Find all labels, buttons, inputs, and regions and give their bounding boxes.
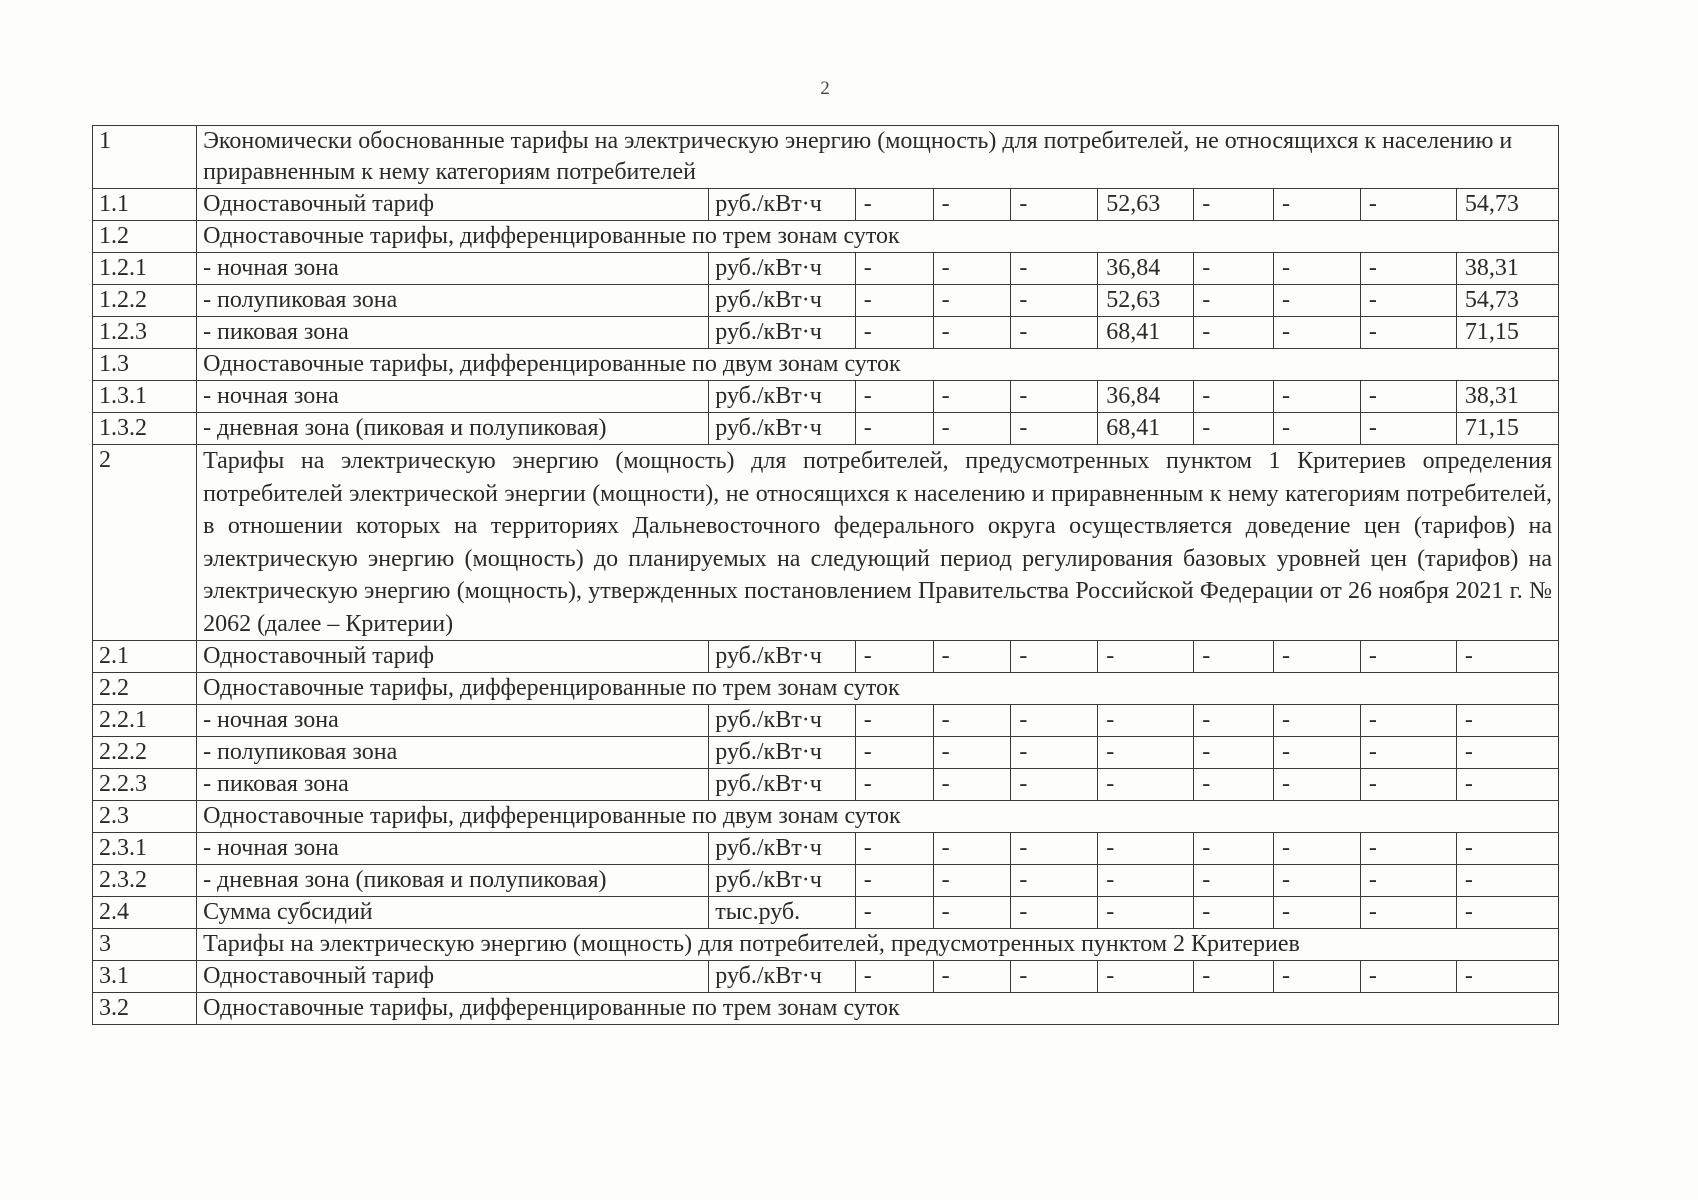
value-cell: - (1274, 769, 1361, 801)
row-number: 1.2.1 (93, 253, 197, 285)
value-cell: - (1098, 641, 1194, 673)
value-cell: - (1456, 961, 1558, 993)
unit-cell: руб./кВт·ч (709, 285, 855, 317)
section-row (93, 126, 1559, 189)
value-cell: - (933, 897, 1011, 929)
row-number: 2.4 (93, 897, 197, 929)
value-cell: - (933, 769, 1011, 801)
value-cell: - (1011, 189, 1098, 221)
section-title: Одноставочные тарифы, дифференцированные по двум зонам суток (197, 349, 1559, 381)
table-row (93, 381, 1559, 413)
value-cell: - (933, 413, 1011, 445)
value-cell: - (855, 381, 933, 413)
value-cell: 38,31 (1456, 253, 1558, 285)
table-row (93, 189, 1559, 221)
row-number: 1.1 (93, 189, 197, 221)
value-cell: - (1194, 285, 1274, 317)
value-cell: - (1011, 961, 1098, 993)
value-cell: - (1360, 737, 1456, 769)
table-row (93, 253, 1559, 285)
value-cell: - (1360, 317, 1456, 349)
value-cell: - (1456, 897, 1558, 929)
unit-cell: руб./кВт·ч (709, 865, 855, 897)
value-cell: - (1194, 737, 1274, 769)
row-name: - ночная зона (197, 833, 709, 865)
value-cell: - (855, 897, 933, 929)
value-cell: - (1456, 705, 1558, 737)
value-cell: - (1011, 865, 1098, 897)
value-cell: - (1360, 865, 1456, 897)
value-cell: - (1194, 833, 1274, 865)
value-cell: - (1194, 253, 1274, 285)
section-row (93, 221, 1559, 253)
value-cell: - (855, 769, 933, 801)
section-title: Одноставочные тарифы, дифференцированные по трем зонам суток (197, 673, 1559, 705)
value-cell: 36,84 (1098, 381, 1194, 413)
value-cell: 54,73 (1456, 285, 1558, 317)
row-number: 2.1 (93, 641, 197, 673)
row-name: - ночная зона (197, 253, 709, 285)
value-cell: - (855, 189, 933, 221)
unit-cell: руб./кВт·ч (709, 413, 855, 445)
value-cell: - (1360, 253, 1456, 285)
section-title: Одноставочные тарифы, дифференцированные по трем зонам суток (197, 993, 1559, 1025)
value-cell: - (1194, 317, 1274, 349)
value-cell: 52,63 (1098, 285, 1194, 317)
value-cell: - (1011, 317, 1098, 349)
value-cell: 36,84 (1098, 253, 1194, 285)
section-row (93, 929, 1559, 961)
row-number: 3.2 (93, 993, 197, 1025)
value-cell: 54,73 (1456, 189, 1558, 221)
value-cell: - (1456, 833, 1558, 865)
value-cell: - (1274, 961, 1361, 993)
value-cell: - (1360, 381, 1456, 413)
row-number: 1.3.1 (93, 381, 197, 413)
unit-cell: руб./кВт·ч (709, 961, 855, 993)
value-cell: - (1274, 897, 1361, 929)
unit-cell: руб./кВт·ч (709, 189, 855, 221)
value-cell: 71,15 (1456, 317, 1558, 349)
table-row (93, 641, 1559, 673)
tariff-body (93, 126, 1559, 1025)
unit-cell: руб./кВт·ч (709, 705, 855, 737)
value-cell: - (933, 641, 1011, 673)
value-cell: - (1194, 705, 1274, 737)
row-number: 2 (93, 445, 197, 641)
value-cell: - (1456, 865, 1558, 897)
value-cell: - (1274, 833, 1361, 865)
value-cell: - (933, 961, 1011, 993)
section-row (93, 673, 1559, 705)
value-cell: - (1456, 769, 1558, 801)
value-cell: - (1011, 381, 1098, 413)
row-number: 2.3.2 (93, 865, 197, 897)
table-row (93, 413, 1559, 445)
value-cell: - (1011, 833, 1098, 865)
value-cell: - (1274, 737, 1361, 769)
row-number: 1.3.2 (93, 413, 197, 445)
row-name: - ночная зона (197, 705, 709, 737)
value-cell: - (855, 317, 933, 349)
row-number: 1.3 (93, 349, 197, 381)
value-cell: - (1194, 961, 1274, 993)
row-name: - ночная зона (197, 381, 709, 413)
table-row (93, 961, 1559, 993)
value-cell: 71,15 (1456, 413, 1558, 445)
value-cell: - (855, 705, 933, 737)
value-cell: - (933, 705, 1011, 737)
table-row (93, 285, 1559, 317)
section-row (93, 349, 1559, 381)
value-cell: - (855, 865, 933, 897)
value-cell: - (1011, 705, 1098, 737)
value-cell: - (1360, 285, 1456, 317)
value-cell: - (1456, 641, 1558, 673)
value-cell: - (933, 317, 1011, 349)
section-title: Одноставочные тарифы, дифференцированные по двум зонам суток (197, 801, 1559, 833)
value-cell: - (855, 641, 933, 673)
row-name: Одноставочный тариф (197, 961, 709, 993)
value-cell: 68,41 (1098, 317, 1194, 349)
section-row (93, 993, 1559, 1025)
row-number: 1.2 (93, 221, 197, 253)
unit-cell: руб./кВт·ч (709, 737, 855, 769)
value-cell: - (933, 285, 1011, 317)
table-row (93, 769, 1559, 801)
value-cell: - (933, 737, 1011, 769)
value-cell: - (1098, 897, 1194, 929)
value-cell: - (1194, 769, 1274, 801)
value-cell: - (933, 253, 1011, 285)
row-number: 2.2.3 (93, 769, 197, 801)
unit-cell: руб./кВт·ч (709, 769, 855, 801)
value-cell: - (1274, 317, 1361, 349)
row-name: Сумма субсидий (197, 897, 709, 929)
row-number: 3 (93, 929, 197, 961)
value-cell: - (855, 253, 933, 285)
row-number: 1 (93, 126, 197, 189)
value-cell: - (1098, 769, 1194, 801)
value-cell: 52,63 (1098, 189, 1194, 221)
unit-cell: руб./кВт·ч (709, 317, 855, 349)
value-cell: - (1194, 189, 1274, 221)
unit-cell: тыс.руб. (709, 897, 855, 929)
section-title: Тарифы на электрическую энергию (мощность) для потребителей, предусмотренных пунктом 2 Критериев (197, 929, 1559, 961)
row-number: 3.1 (93, 961, 197, 993)
value-cell: - (1360, 769, 1456, 801)
section-title: Одноставочные тарифы, дифференцированные по трем зонам суток (197, 221, 1559, 253)
value-cell: - (1098, 833, 1194, 865)
section-title: Экономически обоснованные тарифы на электрическую энергию (мощность) для потребителей, не относящихся к населению и приравненным к нему категориям потребителей (197, 126, 1559, 189)
value-cell: - (1274, 253, 1361, 285)
value-cell: - (1194, 897, 1274, 929)
value-cell: - (1011, 413, 1098, 445)
table-row (93, 737, 1559, 769)
value-cell: - (855, 961, 933, 993)
value-cell: - (1274, 189, 1361, 221)
row-name: Одноставочный тариф (197, 641, 709, 673)
value-cell: - (1098, 865, 1194, 897)
row-name: - полупиковая зона (197, 285, 709, 317)
row-number: 1.2.2 (93, 285, 197, 317)
value-cell: - (933, 833, 1011, 865)
value-cell: - (1098, 737, 1194, 769)
value-cell: - (1194, 381, 1274, 413)
unit-cell: руб./кВт·ч (709, 833, 855, 865)
value-cell: - (1456, 737, 1558, 769)
value-cell: - (1011, 897, 1098, 929)
value-cell: - (1360, 189, 1456, 221)
value-cell: - (1011, 285, 1098, 317)
table-row (93, 317, 1559, 349)
row-number: 2.2 (93, 673, 197, 705)
value-cell: 68,41 (1098, 413, 1194, 445)
value-cell: - (855, 737, 933, 769)
section-row (93, 801, 1559, 833)
value-cell: - (933, 189, 1011, 221)
value-cell: - (1360, 961, 1456, 993)
value-cell: - (1360, 641, 1456, 673)
table-row (93, 833, 1559, 865)
value-cell: - (1011, 253, 1098, 285)
row-number: 2.3.1 (93, 833, 197, 865)
value-cell: - (855, 413, 933, 445)
row-number: 2.2.2 (93, 737, 197, 769)
value-cell: - (1360, 413, 1456, 445)
value-cell: - (1274, 381, 1361, 413)
value-cell: - (1274, 705, 1361, 737)
value-cell: - (933, 865, 1011, 897)
row-number: 2.3 (93, 801, 197, 833)
value-cell: - (1274, 413, 1361, 445)
unit-cell: руб./кВт·ч (709, 381, 855, 413)
value-cell: - (1194, 865, 1274, 897)
row-name: - дневная зона (пиковая и полупиковая) (197, 865, 709, 897)
unit-cell: руб./кВт·ч (709, 641, 855, 673)
value-cell: - (1274, 285, 1361, 317)
value-cell: - (1274, 641, 1361, 673)
row-name: - пиковая зона (197, 769, 709, 801)
row-name: - полупиковая зона (197, 737, 709, 769)
value-cell: - (1360, 833, 1456, 865)
value-cell: - (1011, 769, 1098, 801)
value-cell: - (1098, 705, 1194, 737)
table-row (93, 897, 1559, 929)
row-name: Одноставочный тариф (197, 189, 709, 221)
value-cell: 38,31 (1456, 381, 1558, 413)
value-cell: - (1360, 705, 1456, 737)
table-row (93, 705, 1559, 737)
value-cell: - (1274, 865, 1361, 897)
tariff-table (92, 125, 1559, 1025)
value-cell: - (1098, 961, 1194, 993)
value-cell: - (855, 285, 933, 317)
value-cell: - (1194, 641, 1274, 673)
row-number: 2.2.1 (93, 705, 197, 737)
table-row (93, 865, 1559, 897)
row-name: - пиковая зона (197, 317, 709, 349)
value-cell: - (1011, 641, 1098, 673)
value-cell: - (1194, 413, 1274, 445)
value-cell: - (855, 833, 933, 865)
section-row (93, 445, 1559, 641)
row-number: 1.2.3 (93, 317, 197, 349)
row-name: - дневная зона (пиковая и полупиковая) (197, 413, 709, 445)
page-number: 2 (820, 78, 830, 99)
unit-cell: руб./кВт·ч (709, 253, 855, 285)
value-cell: - (1011, 737, 1098, 769)
section-title: Тарифы на электрическую энергию (мощность) для потребителей, предусмотренных пунктом 1 Критериев определения потребителей электрической энергии (мощности), не относящихся к населению и приравненным к нему категориям потребителей, в отношении которых на территориях Дальневосточного федерального округа осуществляется доведение цен (тарифов) на электрическую энергию (мощность) до планируемых на следующий период регулирования базовых уровней цен (тарифов) на электрическую энергию (мощность), утвержденных постановлением Правительства Российской Федерации от 26 ноября 2021 г. № 2062 (далее – Критерии) (197, 445, 1559, 641)
value-cell: - (933, 381, 1011, 413)
value-cell: - (1360, 897, 1456, 929)
